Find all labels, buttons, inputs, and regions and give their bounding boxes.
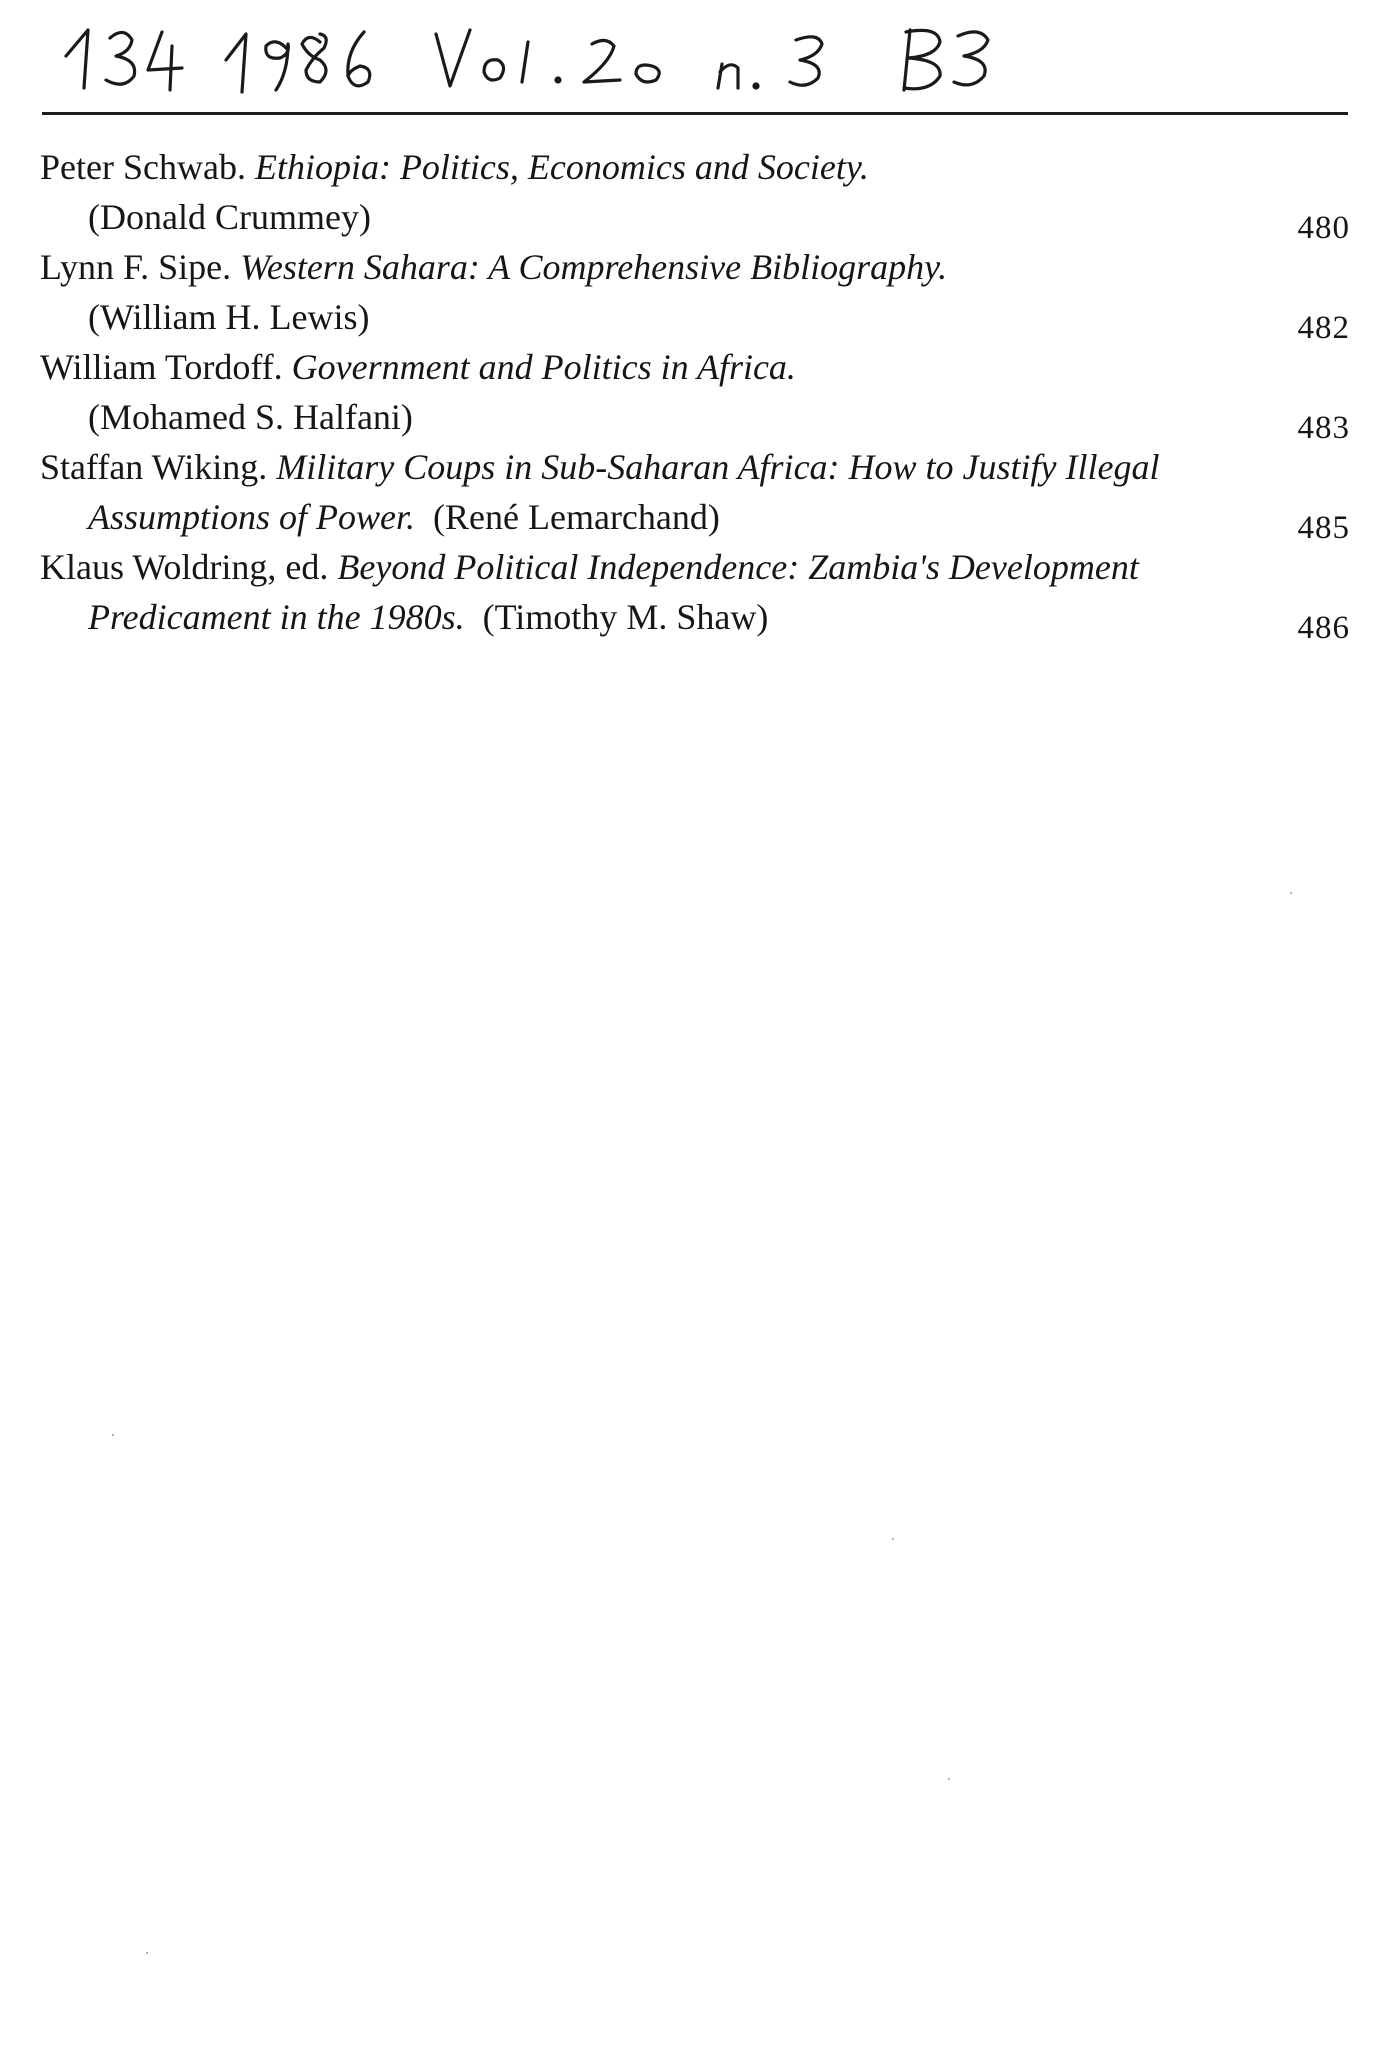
book-review-list [40, 142, 1350, 646]
entry-citation [40, 242, 1238, 342]
scan-speck [112, 1434, 114, 1436]
entry-author: Staffan Wiking. [40, 447, 268, 487]
entry-reviewer: (Mohamed S. Halfani) [88, 397, 413, 437]
entry-citation [40, 342, 1238, 442]
entry-citation [40, 142, 1238, 242]
entry-reviewer: (Donald Crummey) [88, 197, 371, 237]
entry-citation [40, 542, 1238, 642]
handwritten-note-drawing [58, 16, 1318, 104]
review-entry [40, 142, 1350, 246]
header-rule [42, 112, 1348, 115]
entry-author: Klaus Woldring, ed. [40, 547, 329, 587]
scan-speck [1290, 892, 1292, 894]
review-entry [40, 542, 1350, 646]
entry-reviewer: (Timothy M. Shaw) [482, 597, 769, 637]
entry-page-number: 480 [1297, 210, 1350, 246]
entry-page-number: 486 [1297, 610, 1350, 646]
review-entry [40, 242, 1350, 346]
entry-reviewer: (René Lemarchand) [433, 497, 720, 537]
entry-page-number: 485 [1297, 510, 1350, 546]
entry-title: Beyond Political Independence: Zambia's Development Predicament in the 1980s. [88, 547, 1139, 637]
scan-speck [146, 1952, 148, 1954]
entry-title: Ethiopia: Politics, Economics and Society. [254, 147, 869, 187]
entry-author: Lynn F. Sipe. [40, 247, 232, 287]
entry-title: Government and Politics in Africa. [291, 347, 796, 387]
entry-citation [40, 442, 1238, 542]
entry-author: Peter Schwab. [40, 147, 246, 187]
entry-title: Western Sahara: A Comprehensive Bibliography. [240, 247, 948, 287]
scan-speck [892, 1538, 894, 1540]
entry-page-number: 482 [1297, 310, 1350, 346]
review-entry [40, 342, 1350, 446]
entry-title: Military Coups in Sub-Saharan Africa: How to Justify Illegal Assumptions of Power. [88, 447, 1160, 537]
entry-reviewer: (William H. Lewis) [88, 297, 370, 337]
entry-author: William Tordoff. [40, 347, 283, 387]
review-entry [40, 442, 1350, 546]
entry-page-number: 483 [1297, 410, 1350, 446]
scan-speck [948, 1778, 950, 1780]
handwritten-catalog-note [58, 16, 1318, 104]
